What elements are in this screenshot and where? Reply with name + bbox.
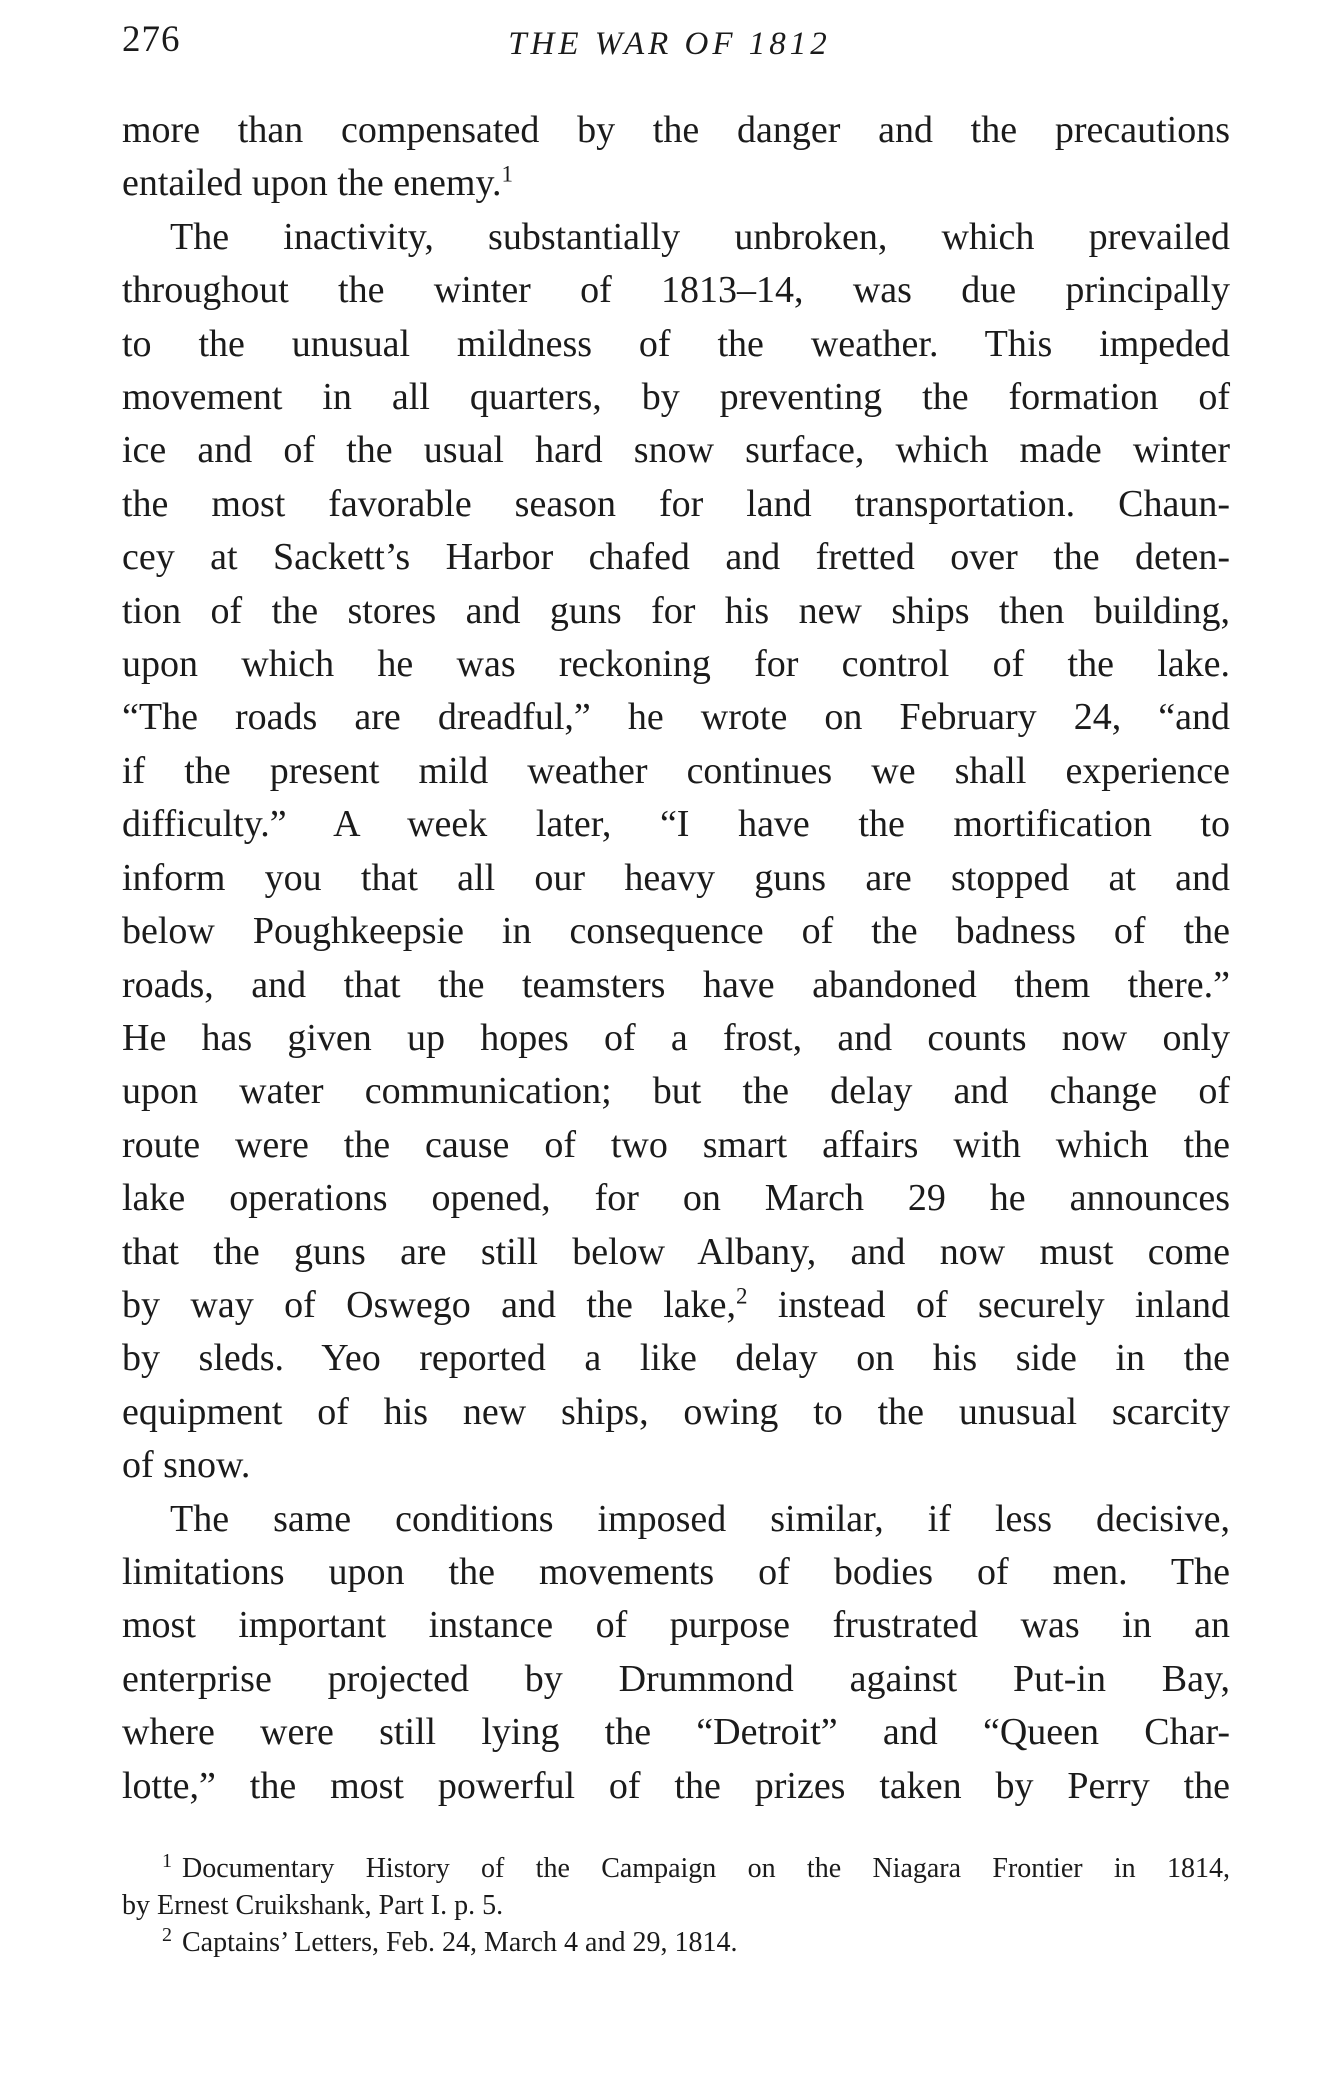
text-line: if the present mild weather continues we shall experience (122, 749, 1230, 792)
text-line: to the unusual mildness of the weather. This impeded (122, 322, 1230, 365)
footnote (122, 1850, 1230, 1924)
text-line: upon which he was reckoning for control of the lake. (122, 643, 1230, 686)
text-line: tion of the stores and guns for his new ships then building, (122, 589, 1230, 632)
text-line: cey at Sackett’s Harbor chafed and fretted over the deten- (122, 536, 1230, 579)
text-line: more than compensated by the danger and the precautions (122, 109, 1230, 151)
footnotes (122, 1850, 1230, 1961)
text-line: by way of Oswego and the lake,$^2$ instead of securely inland (122, 1283, 1230, 1326)
text-line: inform you that all our heavy guns are stopped at and (122, 856, 1230, 899)
text-line: throughout the winter of 1813–14, was due principally (122, 269, 1230, 312)
page-number: 276 (122, 19, 181, 60)
text-line: lotte,” the most powerful of the prizes taken by Perry the (122, 1764, 1230, 1807)
paragraph (122, 104, 1230, 211)
footnote-line: $^2$ Captains’ Letters, Feb. 24, March 4 and 29, 1814. (162, 1923, 738, 1958)
footnote-ref: 1 (501, 161, 514, 187)
footnote-marker: 1 (162, 1849, 172, 1872)
footnote (122, 1924, 1230, 1961)
text-line: The same conditions imposed similar, if less decisive, (170, 1497, 1230, 1540)
paragraph (122, 211, 1230, 1493)
text-line: below Poughkeepsie in consequence of the badness of the (122, 910, 1230, 953)
running-head: THE WAR OF 1812 (508, 26, 831, 62)
text-line: of snow. (122, 1444, 251, 1487)
text-line: that the guns are still below Albany, and now must come (122, 1230, 1230, 1273)
text-line: where were still lying the “Detroit” and “Queen Char- (122, 1711, 1230, 1754)
text-line: lake operations opened, for on March 29 he announces (122, 1177, 1230, 1220)
text-line: ice and of the usual hard snow surface, which made winter (122, 429, 1230, 472)
paragraph (122, 1493, 1230, 1813)
text-line: “The roads are dreadful,” he wrote on February 24, “and (122, 696, 1230, 739)
footnote-ref: 2 (736, 1283, 748, 1309)
body-text (122, 104, 1230, 1813)
text-line: difficulty.” A week later, “I have the mortification to (122, 803, 1230, 846)
text-line: He has given up hopes of a frost, and counts now only (122, 1016, 1230, 1059)
text-line: entailed upon the enemy.$^1$ (122, 161, 514, 205)
text-line: upon water communication; but the delay and change of (122, 1070, 1230, 1113)
text-line: The inactivity, substantially unbroken, which prevailed (170, 215, 1230, 258)
text-line: the most favorable season for land transportation. Chaun- (122, 482, 1230, 525)
text-line: movement in all quarters, by preventing the formation of (122, 376, 1230, 419)
footnote-line: $^1$ Documentary History of the Campaign on the Niagara Frontier in 1814, (162, 1849, 1230, 1884)
text-line: equipment of his new ships, owing to the unusual scarcity (122, 1390, 1230, 1433)
footnote-marker: 2 (162, 1923, 172, 1946)
text-line: enterprise projected by Drummond against Put-in Bay, (122, 1657, 1230, 1700)
text-line: by sleds. Yeo reported a like delay on his side in the (122, 1337, 1230, 1380)
text-line: route were the cause of two smart affairs with which the (122, 1123, 1230, 1166)
text-line: limitations upon the movements of bodies of men. The (122, 1550, 1230, 1593)
text-line: roads, and that the teamsters have abandoned them there.” (122, 963, 1230, 1006)
text-line: most important instance of purpose frustrated was in an (122, 1604, 1230, 1647)
footnote-line: by Ernest Cruikshank, Part I. p. 5. (122, 1890, 504, 1921)
